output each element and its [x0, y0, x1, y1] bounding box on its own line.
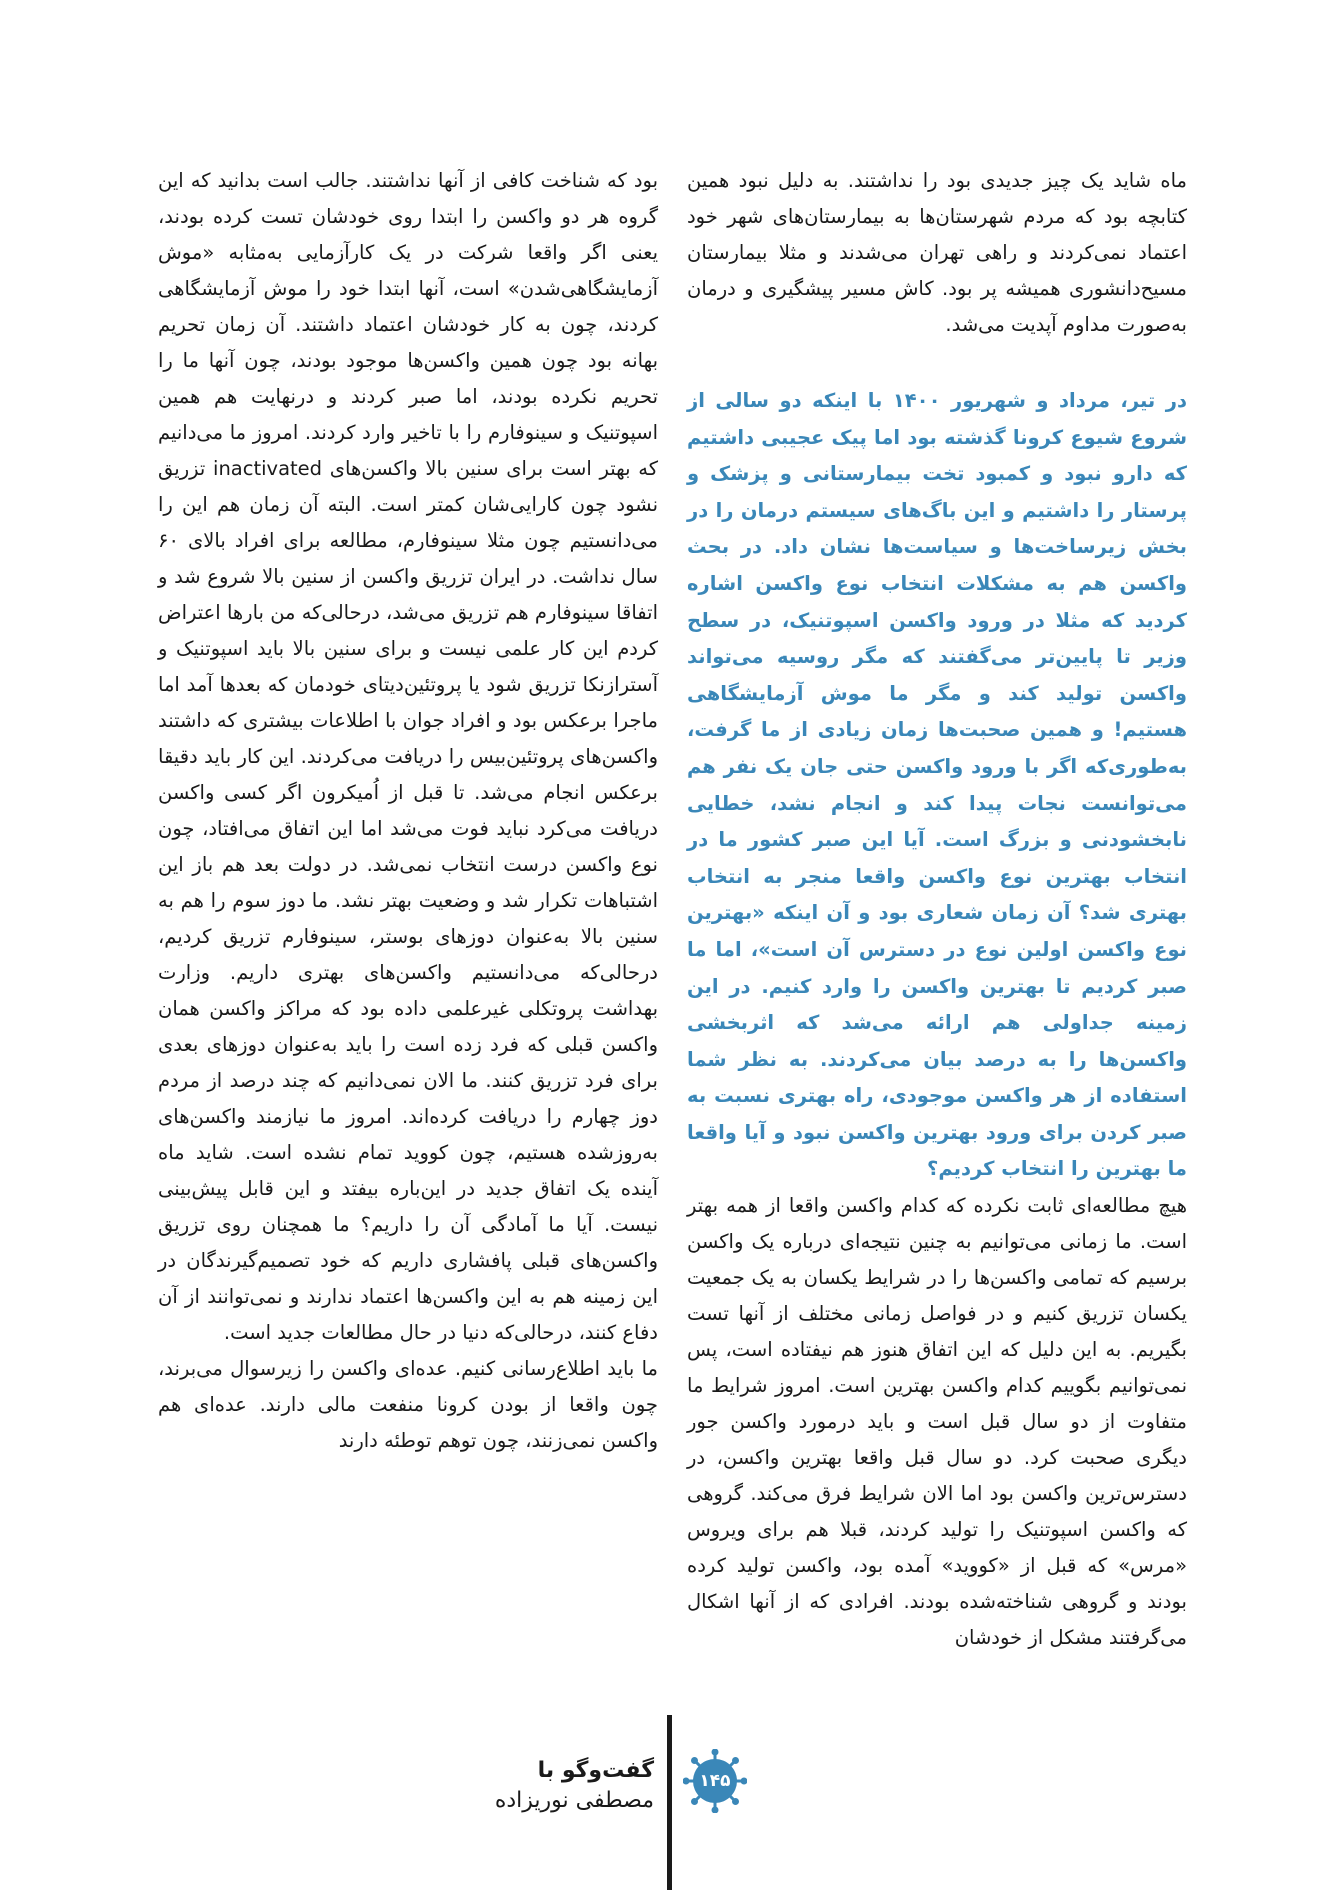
left-paragraph-2: ما باید اطلاع‌رسانی کنیم. عده‌ای واکسن را زیرسوال می‌برند، چون واقعا از بودن کرونا منفعت مالی دارند. عده‌ای هم واکسن نمی‌زنند، چون توهم توطئه دارند — [158, 1357, 658, 1452]
left-column — [158, 163, 658, 1459]
right-column — [687, 163, 1187, 1656]
paragraph-gap — [687, 343, 1187, 383]
right-paragraph-1: ماه شاید یک چیز جدیدی بود را نداشتند. به دلیل نبود همین کتابچه بود که مردم شهرستان‌ها به بیمارستان‌های شهر خود اعتماد نمی‌کردند و راهی تهران می‌شدند و مثلا بیمارستان مسیح‌دانشوری همیشه پر بود. کاش مسیر پیشگیری و درمان به‌صورت مداوم آپدیت می‌شد. — [687, 169, 1187, 336]
page-number: ۱۴۵ — [699, 1771, 731, 1791]
right-paragraph-2: هیچ مطالعه‌ای ثابت نکرده که کدام واکسن واقعا از همه بهتر است. ما زمانی می‌توانیم به چنین نتیجه‌ای درباره یک واکسن برسیم که تمامی واکسن‌ها را در شرایط یکسان به یک جمعیت یکسان تزریق کنیم و در فواصل زمانی مختلف از آنها تست بگیریم. به این دلیل که این اتفاق هنوز هم نیفتاده است، پس نمی‌توانیم بگوییم کدام واکسن بهترین است. امروز شرایط ما متفاوت از دو سال قبل است و باید درمورد واکسن جور دیگری صحبت کرد. دو سال قبل واقعا بهترین واکسن، در دسترس‌ترین واکسن بود اما الان شرایط فرق می‌کند. گروهی که واکسن اسپوتنیک را تولید کردند، قبلا هم برای ویروس «مرس» که قبل از «کووید» آمده بود، واکسن تولید کرده بودند و گروهی شناخته‌شده بودند. افرادی که از آنها اشکال می‌گرفتند مشکل از خودشان — [687, 1194, 1187, 1650]
footer-divider — [667, 1715, 672, 1890]
footer-title-line-1: گفت‌وگو با — [537, 1758, 654, 1783]
interview-question: در تیر، مرداد و شهریور ۱۴۰۰ با اینکه دو سالی از شروع شیوع کرونا گذشته بود اما پیک عجیبی داشتیم که دارو نبود و کمبود تخت بیمارستانی و پزشک و پرستار را داشتیم و این باگ‌های سیستم درمان را در بخش زیرساخت‌ها و سیاست‌ها نشان داد. در بحث واکسن هم به مشکلات انتخاب نوع واکسن اشاره کردید که مثلا در ورود واکسن اسپوتنیک، در سطح وزیر تا پایین‌تر می‌گفتند که مگر روسیه می‌تواند واکسن تولید کند و مگر ما موش آزمایشگاهی هستیم! و همین صحبت‌ها زمان زیادی از ما گرفت، به‌طوری‌که اگر با ورود واکسن حتی جان یک نفر هم می‌توانست نجات پیدا کند و انجام نشد، خطایی نابخشودنی و بزرگ است. آیا این صبر کشور ما در انتخاب بهترین نوع واکسن واقعا منجر به انتخاب بهتری شد؟ آن زمان شعاری بود و آن اینکه «بهترین نوع واکسن اولین نوع در دسترس آن است»، اما ما صبر کردیم تا بهترین واکسن را وارد کنیم. در این زمینه جداولی هم ارائه می‌شد که اثربخشی واکسن‌ها را به درصد بیان می‌کردند. به نظر شما استفاده از هر واکسن موجودی، راه بهتری نسبت به صبر کردن برای ورود بهترین واکسن نبود و آیا واقعا ما بهترین را انتخاب کردیم؟ — [687, 389, 1187, 1181]
left-paragraph-1: بود که شناخت کافی از آنها نداشتند. جالب است بدانید که این گروه هر دو واکسن را ابتدا روی خودشان تست کرده بودند، یعنی اگر واقعا شرکت در یک کارآزمایی به‌مثابه «موش آزمایشگاهی‌شدن» است، آنها ابتدا خود را موش آزمایشگاهی کردند، چون به کار خودشان اعتماد داشتند. آن زمان تحریم بهانه بود چون همین واکسن‌ها موجود بودند، چون آنها ما را تحریم نکرده بودند، اما صبر کردند و درنهایت هم همین اسپوتنیک و سینوفارم را با تاخیر وارد کردند. امروز ما می‌دانیم که بهتر است برای سنین بالا واکسن‌های inactivated تزریق نشود چون کارایی‌شان کمتر است. البته آن زمان هم این را می‌دانستیم چون مثلا سینوفارم، مطالعه برای افراد بالای ۶۰ سال نداشت. در ایران تزریق واکسن از سنین بالا شروع شد و اتفاقا سینوفارم هم تزریق می‌شد، درحالی‌که من بارها اعتراض کردم این کار علمی نیست و برای سنین بالا باید اسپوتنیک و آسترازنکا تزریق شود یا پروتئین‌دیتای خودمان که بعدها آمد اما ماجرا برعکس بود و افراد جوان با اطلاعات بیشتری که داشتند واکسن‌های پروتئین‌بیس را دریافت می‌کردند. این کار باید دقیقا برعکس انجام می‌شد. تا قبل از اُمیکرون اگر کسی واکسن دریافت می‌کرد نباید فوت می‌شد اما این اتفاق می‌افتاد، چون نوع واکسن درست انتخاب نمی‌شد. در دولت بعد هم باز این اشتباهات تکرار شد و وضعیت بهتر نشد. ما دوز سوم را هم به سنین بالا به‌عنوان دوزهای بوستر، سینوفارم تزریق کردیم، درحالی‌که می‌دانستیم واکسن‌های بهتری داریم. وزارت بهداشت پروتکلی غیرعلمی داده بود که مراکز واکسن همان واکسن قبلی که فرد زده است را باید به‌عنوان دوزهای بعدی برای فرد تزریق کنند. ما الان نمی‌دانیم که چند درصد از مردم دوز چهارم را دریافت کرده‌اند. امروز ما نیازمند واکسن‌های به‌روزشده هستیم، چون کووید تمام نشده است. شاید ماه آینده یک اتفاق جدید در این‌باره بیفتد و این قابل پیش‌بینی نیست. آیا ما آمادگی آن را داریم؟ ما همچنان روی تزریق واکسن‌های قبلی پافشاری داریم که خود تصمیم‌گیرندگان در این زمینه هم به این واکسن‌ها اعتماد ندارند و نمی‌توانند از آن دفاع کنند، درحالی‌که دنیا در حال مطالعات جدید است. — [158, 169, 658, 1344]
footer-title-line-2: مصطفی نوریزاده — [494, 1788, 654, 1813]
footer-title — [495, 1756, 654, 1816]
